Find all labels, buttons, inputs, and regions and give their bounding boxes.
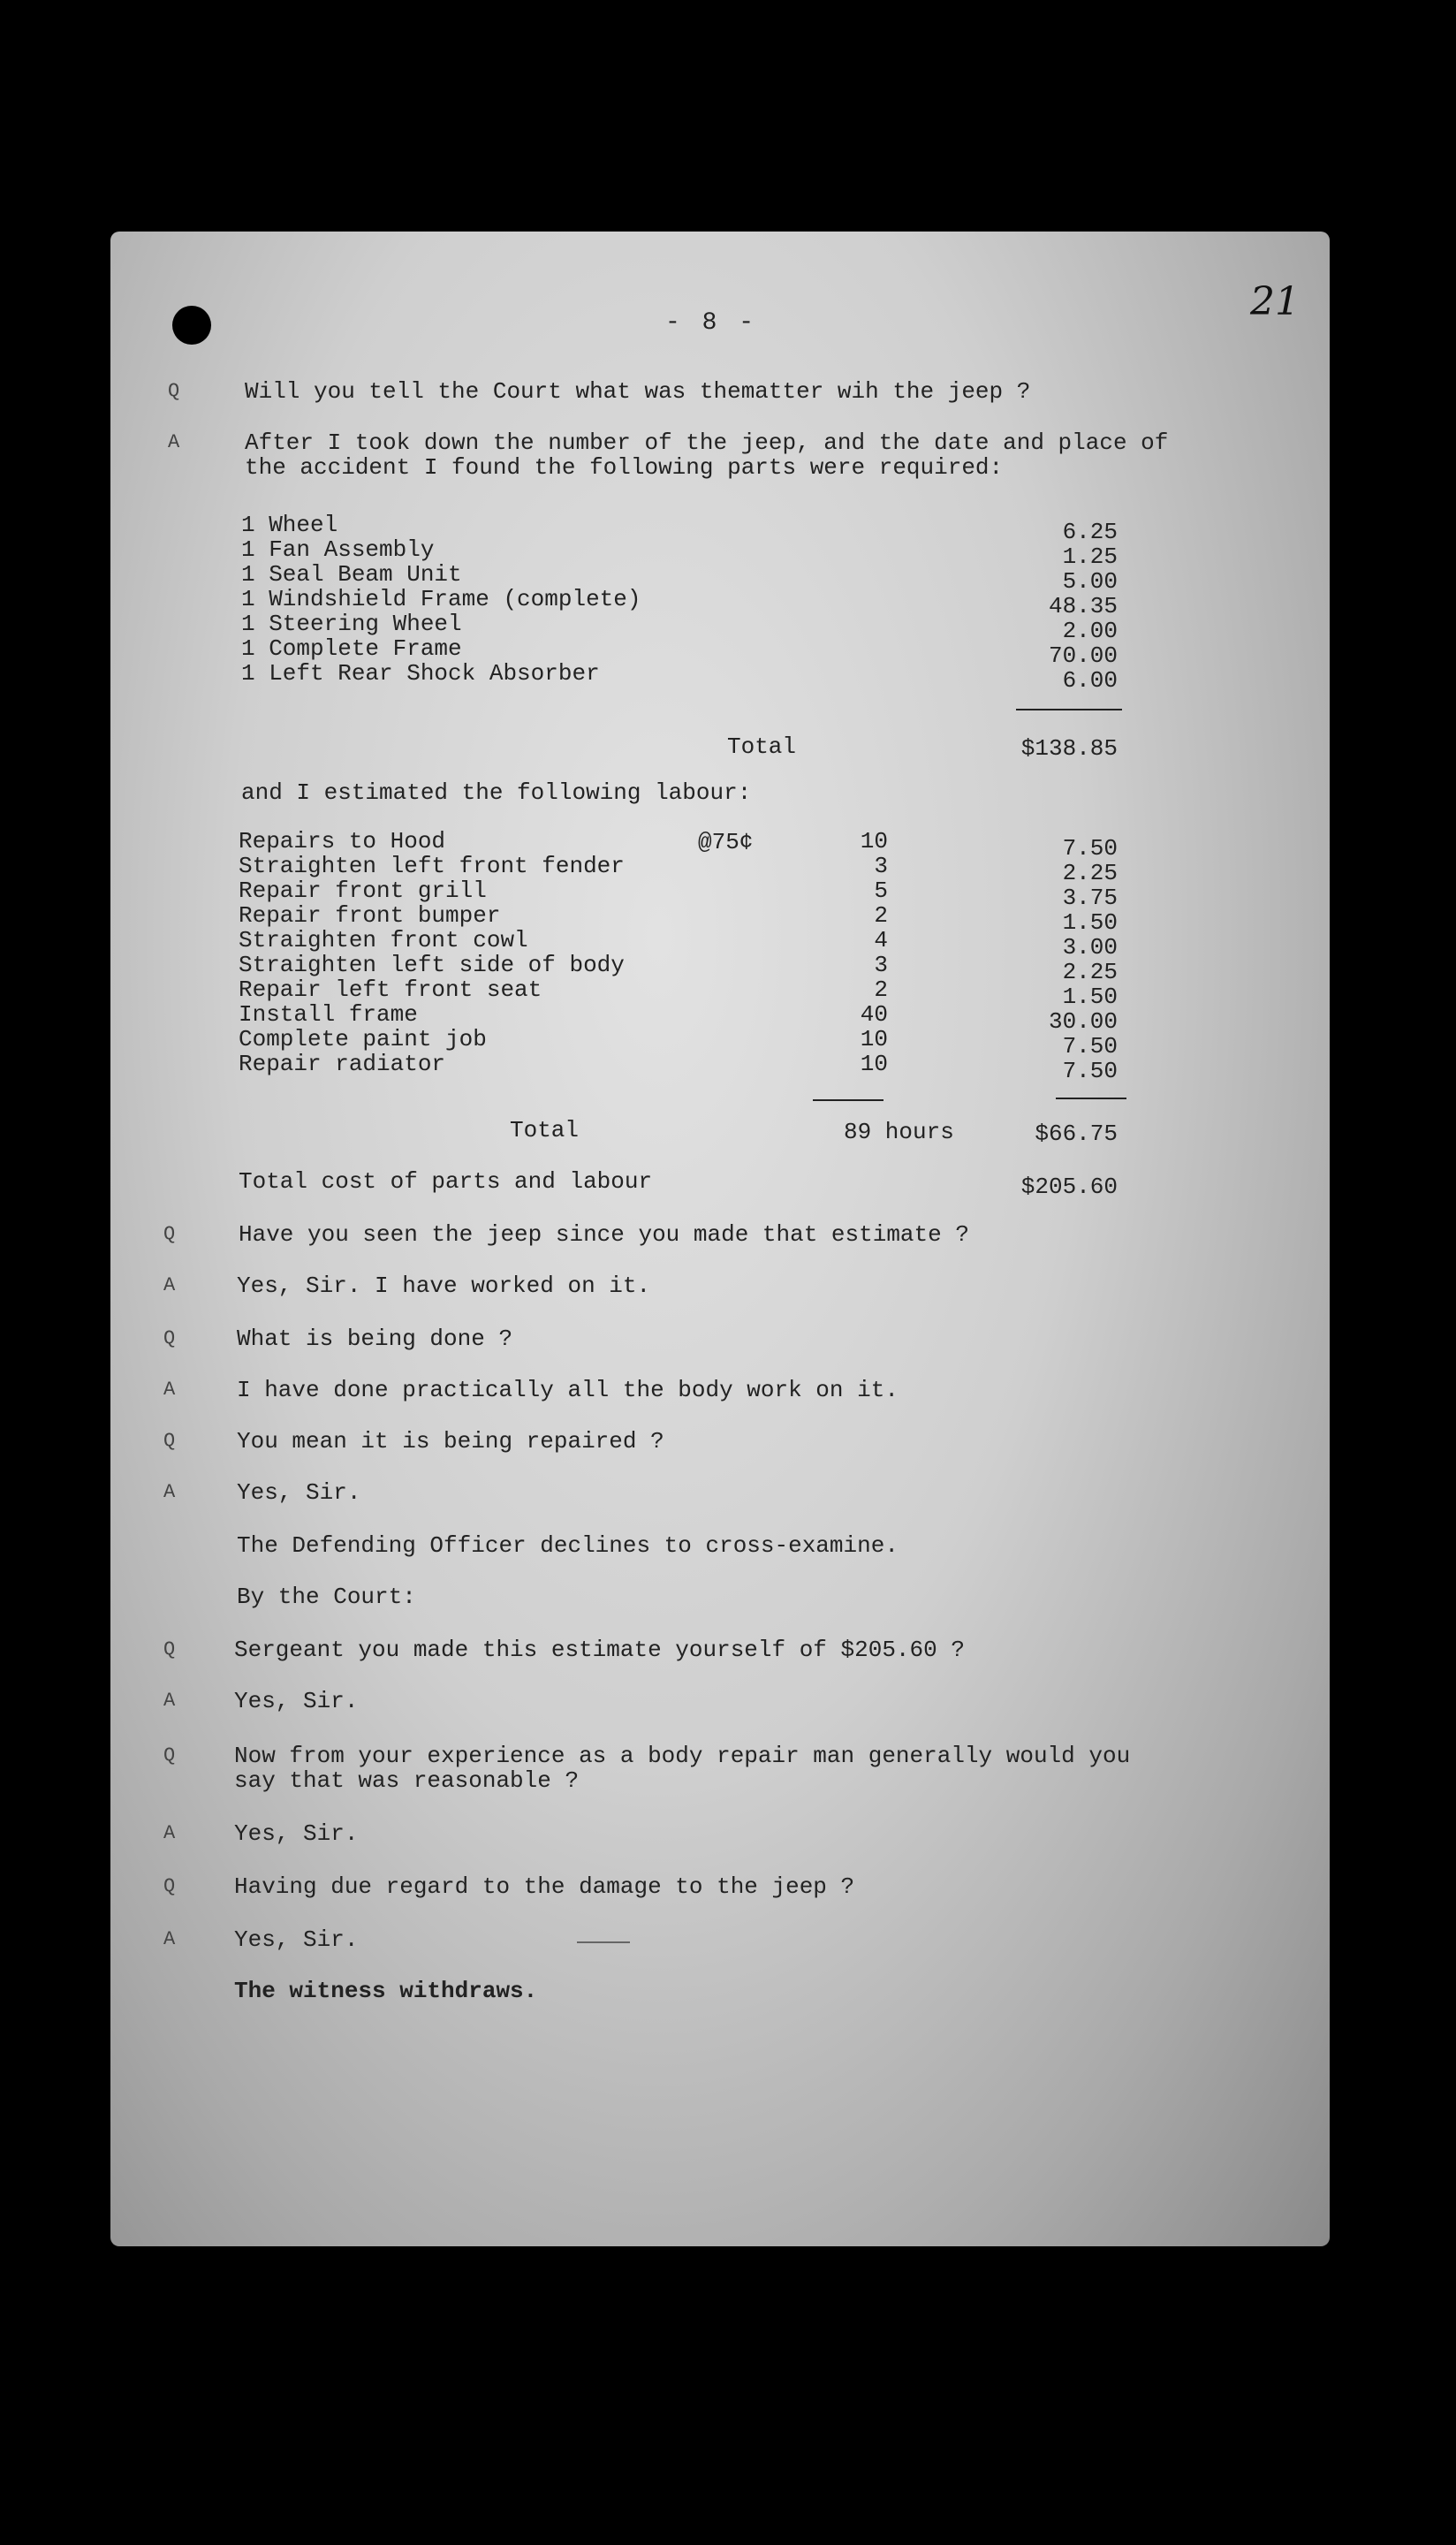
qa-text: Yes, Sir. xyxy=(237,1479,361,1506)
part-cost: 1.25 xyxy=(1062,543,1118,570)
labour-task: Repair left front seat xyxy=(239,976,542,1003)
handwritten-annotation: 21 xyxy=(1250,279,1300,324)
labour-hour: 10 xyxy=(860,1026,888,1052)
labour-hour: 10 xyxy=(860,828,888,855)
qa-text: Have you seen the jeep since you made that estimate ? xyxy=(239,1221,969,1248)
qa-label: Q xyxy=(168,380,180,402)
qa-label: A xyxy=(168,431,180,453)
qa-label: Q xyxy=(163,1430,176,1452)
labour-cost: 30.00 xyxy=(1048,1008,1118,1035)
parts-list xyxy=(241,513,641,686)
labour-hours xyxy=(791,829,888,1076)
labour-cost: 7.50 xyxy=(1062,835,1118,862)
labour-cost: 3.00 xyxy=(1062,934,1118,961)
qa-text: Now from your experience as a body repair man generally would you xyxy=(234,1743,1131,1769)
qa-text: Yes, Sir. xyxy=(234,1926,359,1953)
closing-note: The witness withdraws. xyxy=(234,1978,538,2004)
qa-label: A xyxy=(163,1822,176,1844)
labour-total: $66.75 xyxy=(1035,1121,1118,1147)
labour-hour: 40 xyxy=(860,1001,888,1028)
qa-text: I have done practically all the body work on it. xyxy=(237,1377,899,1403)
document-page xyxy=(110,232,1330,2246)
labour-hour: 3 xyxy=(874,952,888,978)
qa-label: Q xyxy=(163,1327,176,1349)
labour-hour: 3 xyxy=(874,853,888,879)
qa-label: Q xyxy=(163,1875,176,1897)
stray-mark xyxy=(577,1941,630,1943)
labour-task: Straighten front cowl xyxy=(239,927,528,953)
part-cost: 6.25 xyxy=(1062,519,1118,545)
labour-cost: 1.50 xyxy=(1062,984,1118,1010)
qa-label: Q xyxy=(163,1638,176,1660)
part-item: 1 Fan Assembly xyxy=(241,536,435,563)
qa-label: A xyxy=(163,1379,176,1401)
part-cost: 5.00 xyxy=(1062,568,1118,595)
qa-text: After I took down the number of the jeep, and the date and place of xyxy=(245,429,1169,456)
labour-total-label: Total xyxy=(510,1117,580,1143)
part-cost: 6.00 xyxy=(1062,667,1118,694)
part-item: 1 Left Rear Shock Absorber xyxy=(241,660,600,687)
labour-hour: 5 xyxy=(874,877,888,904)
labour-costs xyxy=(994,836,1118,1083)
parts-costs xyxy=(994,520,1118,693)
labour-hour: 10 xyxy=(860,1051,888,1077)
labour-task: Repair front bumper xyxy=(239,902,501,929)
procedural-note: By the Court: xyxy=(237,1584,416,1610)
labour-total-hours: 89 hours xyxy=(844,1119,954,1145)
labour-rate: @75¢ xyxy=(698,829,754,855)
qa-label: Q xyxy=(163,1223,176,1245)
labour-cost: 2.25 xyxy=(1062,959,1118,985)
qa-text: Will you tell the Court what was thematter wih the jeep ? xyxy=(245,378,1031,405)
labour-task: Repair radiator xyxy=(239,1051,446,1077)
page-number: - 8 - xyxy=(665,309,758,337)
qa-text-continued: say that was reasonable ? xyxy=(234,1767,580,1794)
qa-text: Yes, Sir. I have worked on it. xyxy=(237,1272,651,1299)
part-cost: 48.35 xyxy=(1048,593,1118,619)
part-item: 1 Windshield Frame (complete) xyxy=(241,586,641,612)
labour-cost: 3.75 xyxy=(1062,885,1118,911)
labour-cost: 1.50 xyxy=(1062,909,1118,936)
labour-hour: 2 xyxy=(874,902,888,929)
parts-total-label: Total xyxy=(727,733,797,760)
part-item: 1 Complete Frame xyxy=(241,635,462,662)
qa-label: A xyxy=(163,1481,176,1503)
labour-hour: 4 xyxy=(874,927,888,953)
labour-task: Straighten left front fender xyxy=(239,853,625,879)
qa-text: Having due regard to the damage to the jeep ? xyxy=(234,1873,855,1900)
qa-label: A xyxy=(163,1690,176,1712)
part-item: 1 Seal Beam Unit xyxy=(241,561,462,588)
qa-label: A xyxy=(163,1928,176,1950)
labour-intro: and I estimated the following labour: xyxy=(241,779,752,806)
parts-total-rule xyxy=(1016,709,1122,710)
part-cost: 2.00 xyxy=(1062,618,1118,644)
qa-label: Q xyxy=(163,1744,176,1766)
labour-total-rule xyxy=(1056,1098,1126,1099)
labour-task: Install frame xyxy=(239,1001,418,1028)
labour-cost: 7.50 xyxy=(1062,1033,1118,1060)
qa-text: Yes, Sir. xyxy=(234,1688,359,1714)
labour-cost: 2.25 xyxy=(1062,860,1118,886)
part-item: 1 Wheel xyxy=(241,512,338,538)
part-cost: 70.00 xyxy=(1048,642,1118,669)
qa-label: A xyxy=(163,1274,176,1296)
labour-cost: 7.50 xyxy=(1062,1058,1118,1084)
part-item: 1 Steering Wheel xyxy=(241,611,462,637)
punch-hole xyxy=(172,306,211,345)
hours-total-rule xyxy=(813,1099,883,1101)
parts-total: $138.85 xyxy=(1020,735,1118,762)
labour-task: Straighten left side of body xyxy=(239,952,625,978)
labour-list xyxy=(239,829,625,1076)
labour-hour: 2 xyxy=(874,976,888,1003)
qa-text: Yes, Sir. xyxy=(234,1820,359,1847)
procedural-note: The Defending Officer declines to cross-examine. xyxy=(237,1532,899,1559)
labour-task: Repair front grill xyxy=(239,877,487,904)
qa-text: You mean it is being repaired ? xyxy=(237,1428,664,1455)
labour-task: Repairs to Hood xyxy=(239,828,446,855)
labour-task: Complete paint job xyxy=(239,1026,487,1052)
qa-text: Sergeant you made this estimate yourself of $205.60 ? xyxy=(234,1637,965,1663)
qa-text-continued: the accident I found the following parts were required: xyxy=(245,454,1004,481)
grand-total: $205.60 xyxy=(1020,1174,1118,1200)
grand-total-label: Total cost of parts and labour xyxy=(239,1168,653,1195)
qa-text: What is being done ? xyxy=(237,1326,513,1352)
